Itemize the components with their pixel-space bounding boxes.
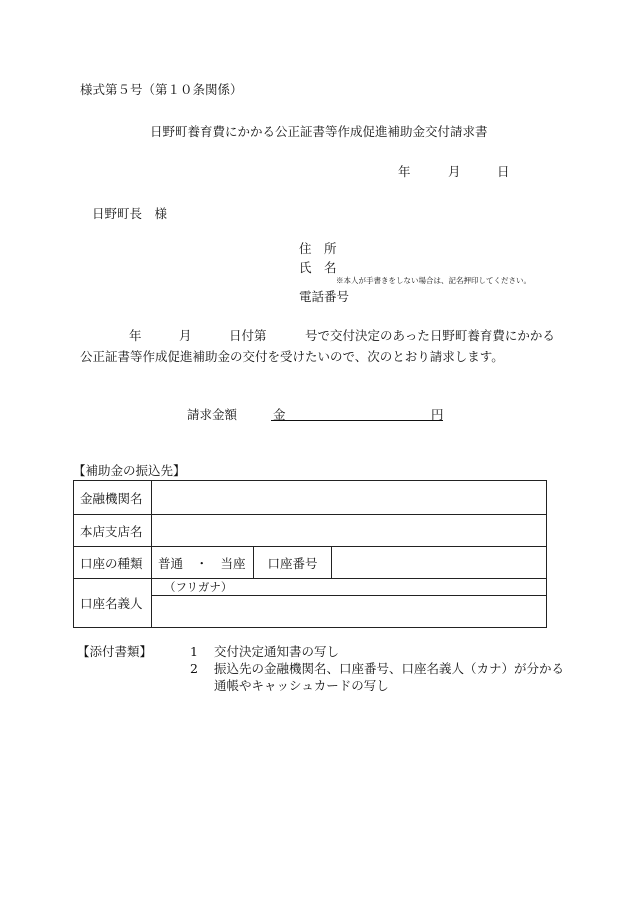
form-number: 様式第５号（第１０条関係） — [80, 82, 243, 97]
amount-label: 請求金額 — [187, 407, 238, 422]
account-type-label: 口座の種類 — [74, 547, 152, 579]
bank-table — [73, 480, 547, 628]
account-number-label: 口座番号 — [254, 547, 332, 579]
attachment-2-text: 振込先の金融機関名、口座番号、口座名義人（カナ）が分かる — [214, 661, 565, 676]
attachment-1-text: 交付決定通知書の写し — [214, 644, 340, 659]
name-label: 氏 名 — [299, 260, 337, 275]
document-title: 日野町養育費にかかる公正証書等作成促進補助金交付請求書 — [150, 124, 488, 139]
date-month: 月 — [448, 164, 461, 179]
account-number-field[interactable] — [332, 547, 547, 579]
account-type-options[interactable]: 普通 ・ 当座 — [152, 547, 254, 579]
attachment-2-text2: 通帳やキャッシュカードの写し — [214, 678, 389, 693]
body-day: 日付第 — [229, 328, 267, 343]
amount-underline — [271, 420, 443, 421]
branch-label: 本店支店名 — [74, 515, 152, 547]
body-year: 年 — [129, 328, 142, 343]
institution-label: 金融機関名 — [74, 481, 152, 515]
amount-suffix: 円 — [431, 407, 444, 422]
bank-heading: 【補助金の振込先】 — [73, 463, 186, 478]
institution-field[interactable] — [152, 481, 547, 515]
furigana-label: （フリガナ） — [164, 580, 233, 594]
attachments-heading: 【添付書類】 — [77, 644, 153, 659]
addressee: 日野町長 様 — [92, 206, 168, 221]
body-month: 月 — [179, 328, 192, 343]
table-row — [74, 547, 547, 579]
furigana-field[interactable] — [152, 579, 547, 596]
address-label: 住 所 — [299, 241, 337, 256]
amount-prefix: 金 — [273, 407, 286, 422]
table-row — [74, 515, 547, 547]
signature-note: ※本人が手書きをしない場合は、記名押印してください。 — [336, 276, 531, 285]
attachment-2-no: 2 — [190, 661, 198, 676]
table-row — [74, 579, 547, 596]
phone-label: 電話番号 — [299, 289, 350, 304]
holder-label: 口座名義人 — [74, 579, 152, 628]
date-year: 年 — [398, 164, 411, 179]
table-row — [74, 481, 547, 515]
body-line2: 公正証書等作成促進補助金の交付を受けたいので、次のとおり請求します。 — [80, 349, 504, 364]
holder-field[interactable] — [152, 596, 547, 628]
body-line1-rest: 号で交付決定のあった日野町養育費にかかる — [305, 328, 555, 343]
attachment-1-no: 1 — [190, 644, 198, 659]
branch-field[interactable] — [152, 515, 547, 547]
date-day: 日 — [497, 164, 510, 179]
